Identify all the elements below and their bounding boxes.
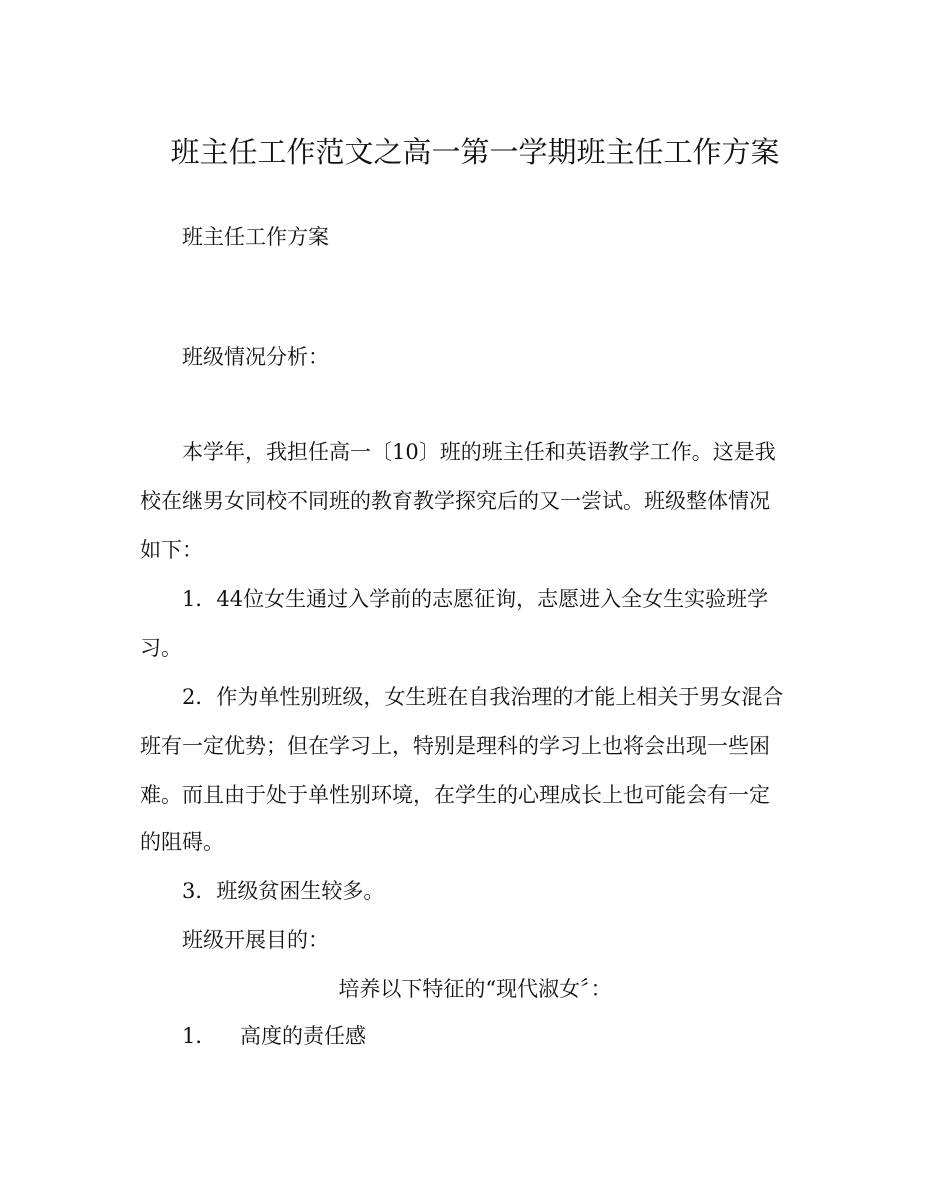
goal-intro: 培养以下特征的“现代淑女〞： (338, 977, 612, 1001)
list-item-3: 3．班级贫困生较多。 (182, 879, 385, 903)
list-item-2-line-1: 2．作为单性别班级，女生班在自我治理的才能上相关于男女混合 (182, 685, 784, 709)
goal-list-item (182, 1021, 366, 1051)
list-item-1-line-1: 1．44位女生通过入学前的志愿征询，志愿进入全女生实验班学 (182, 587, 769, 611)
list-item-2-line-4: 的阻碍。 (140, 830, 224, 854)
paragraph-intro-line-2: 校在继男女同校不同班的教育教学探究后的又一尝试。班级整体情况 (140, 489, 770, 513)
document-subtitle: 班主任工作方案 (182, 225, 329, 249)
list-item-1-line-2: 习。 (140, 636, 182, 660)
paragraph-intro-line-1: 本学年，我担任高一〔10〕班的班主任和英语教学工作。这是我 (182, 440, 776, 464)
list-item-2-line-2: 班有一定优势；但在学习上，特别是理科的学习上也将会出现一些困 (140, 734, 770, 758)
paragraph-intro-line-3: 如下： (140, 538, 203, 562)
goal-list-text: 高度的责任感 (240, 1024, 366, 1048)
section-heading-goal: 班级开展目的： (182, 928, 329, 952)
document-title: 班主任工作范文之高一第一学期班主任工作方案 (170, 135, 780, 169)
section-heading-analysis: 班级情况分析： (182, 345, 329, 369)
list-item-2-line-3: 难。而且由于处于单性别环境，在学生的心理成长上也可能会有一定 (140, 783, 770, 807)
goal-list-number: 1． (182, 1024, 217, 1048)
